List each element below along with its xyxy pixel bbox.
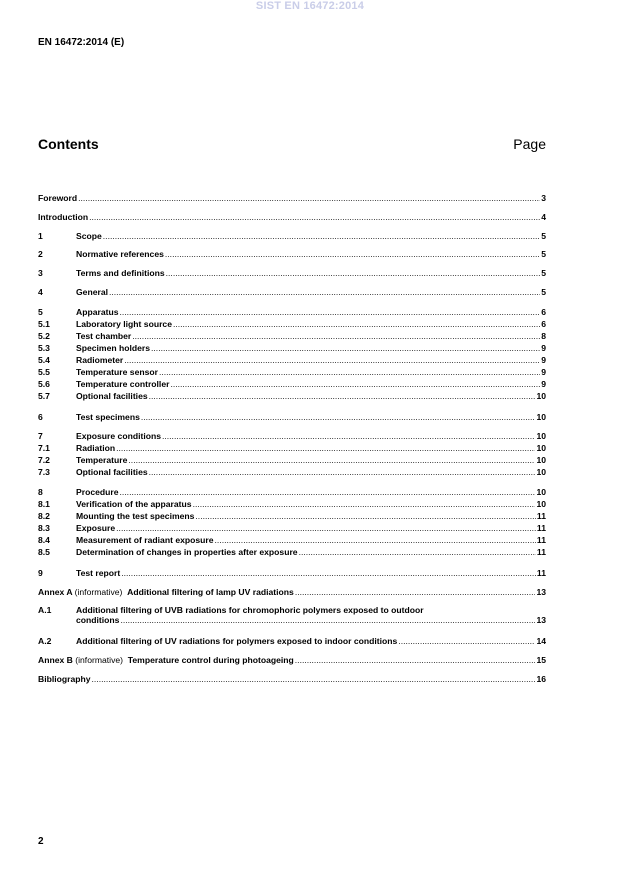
toc-number: 7 [38, 431, 43, 441]
toc-page: 5 [541, 268, 546, 278]
toc-title: conditions [76, 615, 120, 625]
toc-page: 6 [541, 319, 546, 329]
toc-title: Radiometer [76, 355, 124, 365]
toc-number: 8.2 [38, 511, 50, 521]
toc-entry-annex-a[interactable] [38, 587, 546, 597]
toc-number: 1 [38, 231, 43, 241]
toc-page: 10 [536, 412, 546, 422]
annex-title: Additional filtering of lamp UV radiations [127, 587, 294, 597]
toc-entry[interactable] [38, 511, 546, 521]
toc-number: 6 [38, 412, 43, 422]
toc-page: 10 [536, 443, 546, 453]
page-number: 2 [38, 836, 44, 847]
toc-page: 4 [541, 212, 546, 222]
toc-page: 10 [536, 499, 546, 509]
toc-page: 11 [536, 547, 546, 557]
toc-title: Test specimens [76, 412, 140, 422]
toc-entry[interactable] [38, 523, 546, 533]
toc-title: Exposure [76, 523, 116, 533]
toc-title: Radiation [76, 443, 116, 453]
toc-page: 14 [536, 636, 546, 646]
toc-number: 7.1 [38, 443, 50, 453]
toc-title: Optional facilities [76, 391, 148, 401]
toc-title: Temperature controller [76, 379, 170, 389]
toc-title: Laboratory light source [76, 319, 172, 329]
toc-number: 8.5 [38, 547, 50, 557]
toc-title: Foreword [38, 193, 78, 203]
toc-page: 10 [536, 431, 546, 441]
toc-number: 5.6 [38, 379, 50, 389]
toc-number: 5 [38, 307, 43, 317]
toc-title: Optional facilities [76, 467, 148, 477]
toc-page: 16 [536, 674, 546, 684]
toc-entry-a1-line1[interactable] [38, 605, 546, 615]
toc-entry[interactable] [38, 467, 546, 477]
toc-page: 5 [541, 249, 546, 259]
toc-number: 5.1 [38, 319, 50, 329]
toc-page: 11 [536, 535, 546, 545]
toc-title: Introduction [38, 212, 89, 222]
toc-number: 8.4 [38, 535, 50, 545]
toc-title: Measurement of radiant exposure [76, 535, 214, 545]
toc-number: 5.7 [38, 391, 50, 401]
toc-entry[interactable] [38, 307, 546, 317]
toc-page: 6 [541, 307, 546, 317]
toc-entry[interactable] [38, 367, 546, 377]
toc-page: 13 [536, 615, 546, 625]
toc-page: 15 [536, 655, 546, 665]
toc-entry[interactable] [38, 268, 546, 278]
toc-title: Temperature [76, 455, 128, 465]
toc-entry[interactable] [38, 499, 546, 509]
toc-title: General [76, 287, 109, 297]
watermark: SIST EN 16472:2014 [255, 0, 365, 12]
toc-title: Additional filtering of UVB radiations for chromophoric polymers exposed to outdoor [76, 605, 424, 615]
toc-title: Exposure conditions [76, 431, 161, 441]
toc-title: Temperature sensor [76, 367, 158, 377]
toc-page: 9 [541, 343, 546, 353]
toc-page: 9 [541, 367, 546, 377]
toc-entry-annex-b[interactable] [38, 655, 546, 665]
toc-entry[interactable] [38, 412, 546, 422]
toc-entry[interactable] [38, 487, 546, 497]
toc-number: 5.3 [38, 343, 50, 353]
toc-entry[interactable] [38, 443, 546, 453]
toc-title: Apparatus [76, 307, 119, 317]
toc-entry[interactable] [38, 249, 546, 259]
toc-number: 5.4 [38, 355, 50, 365]
toc-entry[interactable] [38, 535, 546, 545]
toc-title: Test chamber [76, 331, 132, 341]
toc-page: 9 [541, 379, 546, 389]
toc-entry[interactable] [38, 343, 546, 353]
toc-entry[interactable] [38, 431, 546, 441]
toc-page: 10 [536, 467, 546, 477]
annex-label: Annex B [38, 655, 73, 665]
toc-number: 8.1 [38, 499, 50, 509]
toc-entry[interactable] [38, 319, 546, 329]
toc-entry-a2[interactable] [38, 636, 546, 646]
annex-informative: (informative) [74, 587, 123, 597]
toc-entry[interactable] [38, 379, 546, 389]
annex-informative: (informative) [75, 655, 124, 665]
toc-number: 4 [38, 287, 43, 297]
toc-entry[interactable] [38, 455, 546, 465]
toc-number: 5.5 [38, 367, 50, 377]
toc-number: 8.3 [38, 523, 50, 533]
toc-number: A.2 [38, 636, 52, 646]
toc-entry-a1-line2[interactable] [38, 615, 546, 625]
document-id: EN 16472:2014 (E) [38, 37, 125, 48]
toc-entry-bibliography[interactable] [38, 674, 546, 684]
toc-number: 5.2 [38, 331, 50, 341]
toc-entry[interactable] [38, 391, 546, 401]
toc-number: 9 [38, 568, 43, 578]
toc-number: A.1 [38, 605, 52, 615]
toc-page: 10 [536, 391, 546, 401]
toc-title: Procedure [76, 487, 119, 497]
toc-page: 3 [541, 193, 546, 203]
toc-entry[interactable] [38, 331, 546, 341]
toc-page: 13 [536, 587, 546, 597]
toc-entry[interactable] [38, 568, 546, 578]
toc-title: Verification of the apparatus [76, 499, 192, 509]
toc-entry[interactable] [38, 287, 546, 297]
annex-label: Annex A [38, 587, 73, 597]
toc-title: Scope [76, 231, 102, 241]
toc-page: 11 [536, 511, 546, 521]
toc-title: Determination of changes in properties after exposure [76, 547, 298, 557]
annex-title: Temperature control during photoageing [127, 655, 294, 665]
toc-title: Additional filtering of UV radiations for polymers exposed to indoor conditions [76, 636, 398, 646]
toc-page: 5 [541, 231, 546, 241]
toc-page: 8 [541, 331, 546, 341]
toc-entry-introduction[interactable] [38, 212, 546, 222]
toc-title [38, 587, 294, 597]
toc-title: Normative references [76, 249, 164, 259]
toc-page: 10 [536, 455, 546, 465]
toc-title: Terms and definitions [76, 268, 165, 278]
toc-number: 3 [38, 268, 43, 278]
toc-number: 8 [38, 487, 43, 497]
toc-entry[interactable] [38, 547, 546, 557]
toc-title [38, 655, 294, 665]
toc-title: Mounting the test specimens [76, 511, 195, 521]
toc-page: 10 [536, 487, 546, 497]
toc-number: 7.2 [38, 455, 50, 465]
toc-title: Test report [76, 568, 121, 578]
toc-title: Bibliography [38, 674, 91, 684]
toc-entry-foreword[interactable] [38, 193, 546, 203]
toc-page: 9 [541, 355, 546, 365]
toc-page: 11 [536, 568, 546, 578]
toc-page: 5 [541, 287, 546, 297]
toc-number: 2 [38, 249, 43, 259]
page-column-heading: Page [513, 136, 546, 152]
toc-number: 7.3 [38, 467, 50, 477]
toc-entry[interactable] [38, 355, 546, 365]
toc-entry[interactable] [38, 231, 546, 241]
contents-heading: Contents [38, 136, 99, 152]
toc-page: 11 [536, 523, 546, 533]
toc-title: Specimen holders [76, 343, 151, 353]
